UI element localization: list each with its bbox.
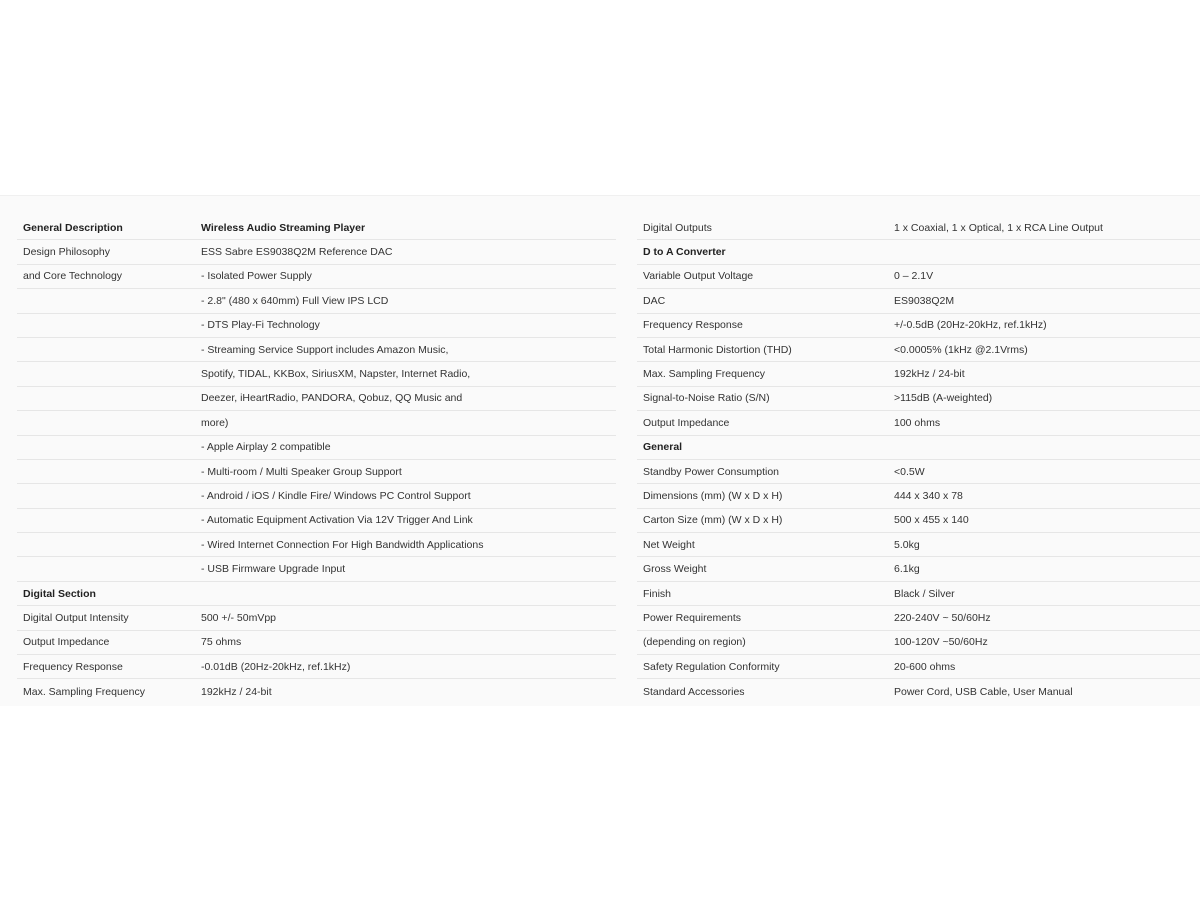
spec-label: Net Weight: [643, 538, 695, 551]
spec-row: [637, 631, 1200, 655]
spec-row: [17, 679, 616, 703]
spec-value: 500 x 455 x 140: [894, 514, 969, 527]
spec-value: - Android / iOS / Kindle Fire/ Windows PC Control Support: [201, 489, 471, 502]
spec-value: >115dB (A-weighted): [894, 392, 993, 405]
spec-row: [17, 411, 616, 435]
spec-row: [17, 606, 616, 630]
spec-label: Signal-to-Noise Ratio (S/N): [643, 392, 770, 405]
spec-label: Standby Power Consumption: [643, 465, 779, 478]
spec-value: 500 +/- 50mVpp: [201, 611, 277, 624]
spec-label: (depending on region): [643, 636, 746, 649]
section-header-row: [17, 582, 616, 606]
spec-row: [637, 411, 1200, 435]
spec-value: <0.5W: [894, 465, 925, 478]
spec-value: 100-120V ~50/60Hz: [894, 636, 988, 649]
spec-row: [637, 338, 1200, 362]
section-header-row: [17, 216, 616, 240]
spec-row: [637, 679, 1200, 703]
spec-row: [637, 216, 1200, 240]
spec-value: Black / Silver: [894, 587, 955, 600]
spec-value: ESS Sabre ES9038Q2M Reference DAC: [201, 246, 393, 259]
spec-row: [17, 240, 616, 264]
spec-value: +/-0.5dB (20Hz-20kHz, ref.1kHz): [894, 319, 1047, 332]
spec-label: Finish: [643, 587, 672, 600]
spec-row: [637, 655, 1200, 679]
spec-label: Max. Sampling Frequency: [23, 685, 145, 698]
spec-label: and Core Technology: [23, 270, 123, 283]
spec-row: [637, 484, 1200, 508]
spec-row: [17, 338, 616, 362]
spec-value: 1 x Coaxial, 1 x Optical, 1 x RCA Line Output: [894, 221, 1103, 234]
section-heading: General: [643, 441, 683, 454]
spec-row: [637, 314, 1200, 338]
spec-row: [637, 557, 1200, 581]
section-heading: General Description: [23, 221, 123, 234]
section-header-row: [637, 240, 1200, 264]
spec-row: [17, 484, 616, 508]
spec-row: [17, 557, 616, 581]
spec-value: Deezer, iHeartRadio, PANDORA, Qobuz, QQ Music and: [201, 392, 463, 405]
spec-value: - Isolated Power Supply: [201, 270, 312, 283]
spec-row: [17, 655, 616, 679]
spec-value: - 2.8" (480 x 640mm) Full View IPS LCD: [201, 294, 389, 307]
spec-value: - Wired Internet Connection For High Bandwidth Applications: [201, 538, 484, 551]
section-heading: Digital Section: [23, 587, 96, 600]
spec-label: Frequency Response: [23, 660, 123, 673]
spec-value: 75 ohms: [201, 636, 242, 649]
spec-row: [17, 289, 616, 313]
spec-label: Standard Accessories: [643, 685, 745, 698]
spec-label: Safety Regulation Conformity: [643, 660, 780, 673]
section-header-row: [637, 436, 1200, 460]
spec-label: Total Harmonic Distortion (THD): [643, 343, 792, 356]
spec-value: - Automatic Equipment Activation Via 12V Trigger And Link: [201, 514, 473, 527]
section-heading: D to A Converter: [643, 246, 726, 259]
spec-label: Carton Size (mm) (W x D x H): [643, 514, 783, 527]
spec-row: [17, 265, 616, 289]
spec-value: -0.01dB (20Hz-20kHz, ref.1kHz): [201, 660, 351, 673]
spec-label: Output Impedance: [643, 416, 730, 429]
spec-label: Dimensions (mm) (W x D x H): [643, 489, 783, 502]
spec-table: [0, 195, 1200, 706]
spec-label: Frequency Response: [643, 319, 743, 332]
spec-value: <0.0005% (1kHz @2.1Vrms): [894, 343, 1028, 356]
spec-label: Design Philosophy: [23, 246, 110, 259]
spec-row: [637, 509, 1200, 533]
spec-row: [637, 582, 1200, 606]
spec-value: 192kHz / 24-bit: [201, 685, 272, 698]
spec-label: Max. Sampling Frequency: [643, 368, 765, 381]
spec-row: [17, 436, 616, 460]
spec-value: more): [201, 416, 229, 429]
spec-value: - Streaming Service Support includes Amazon Music,: [201, 343, 449, 356]
spec-value: - Multi-room / Multi Speaker Group Support: [201, 465, 402, 478]
spec-label: Output Impedance: [23, 636, 110, 649]
spec-column-left: [17, 216, 616, 704]
spec-label: Gross Weight: [643, 563, 707, 576]
spec-value: 100 ohms: [894, 416, 941, 429]
spec-row: [637, 387, 1200, 411]
spec-value: Wireless Audio Streaming Player: [201, 221, 366, 234]
spec-row: [17, 314, 616, 338]
spec-row: [17, 362, 616, 386]
spec-row: [637, 362, 1200, 386]
spec-label: Digital Output Intensity: [23, 611, 129, 624]
spec-column-right: [637, 216, 1200, 704]
spec-row: [17, 533, 616, 557]
spec-label: Power Requirements: [643, 611, 742, 624]
spec-value: Spotify, TIDAL, KKBox, SiriusXM, Napster, Internet Radio,: [201, 368, 471, 381]
spec-row: [17, 460, 616, 484]
spec-value: 444 x 340 x 78: [894, 489, 963, 502]
spec-value: - USB Firmware Upgrade Input: [201, 563, 346, 576]
spec-value: ES9038Q2M: [894, 294, 955, 307]
spec-row: [637, 606, 1200, 630]
spec-label: DAC: [643, 294, 666, 307]
spec-row: [637, 533, 1200, 557]
spec-value: 5.0kg: [894, 538, 920, 551]
spec-value: 192kHz / 24-bit: [894, 368, 965, 381]
spec-row: [637, 289, 1200, 313]
spec-row: [637, 460, 1200, 484]
spec-label: Digital Outputs: [643, 221, 712, 234]
spec-value: Power Cord, USB Cable, User Manual: [894, 685, 1073, 698]
spec-value: - Apple Airplay 2 compatible: [201, 441, 331, 454]
spec-row: [17, 631, 616, 655]
spec-value: 220-240V ~ 50/60Hz: [894, 611, 991, 624]
spec-value: 6.1kg: [894, 563, 920, 576]
spec-row: [17, 509, 616, 533]
spec-value: 0 – 2.1V: [894, 270, 934, 283]
spec-row: [17, 387, 616, 411]
spec-value: 20-600 ohms: [894, 660, 956, 673]
spec-value: - DTS Play-Fi Technology: [201, 319, 320, 332]
spec-row: [637, 265, 1200, 289]
spec-label: Variable Output Voltage: [643, 270, 754, 283]
